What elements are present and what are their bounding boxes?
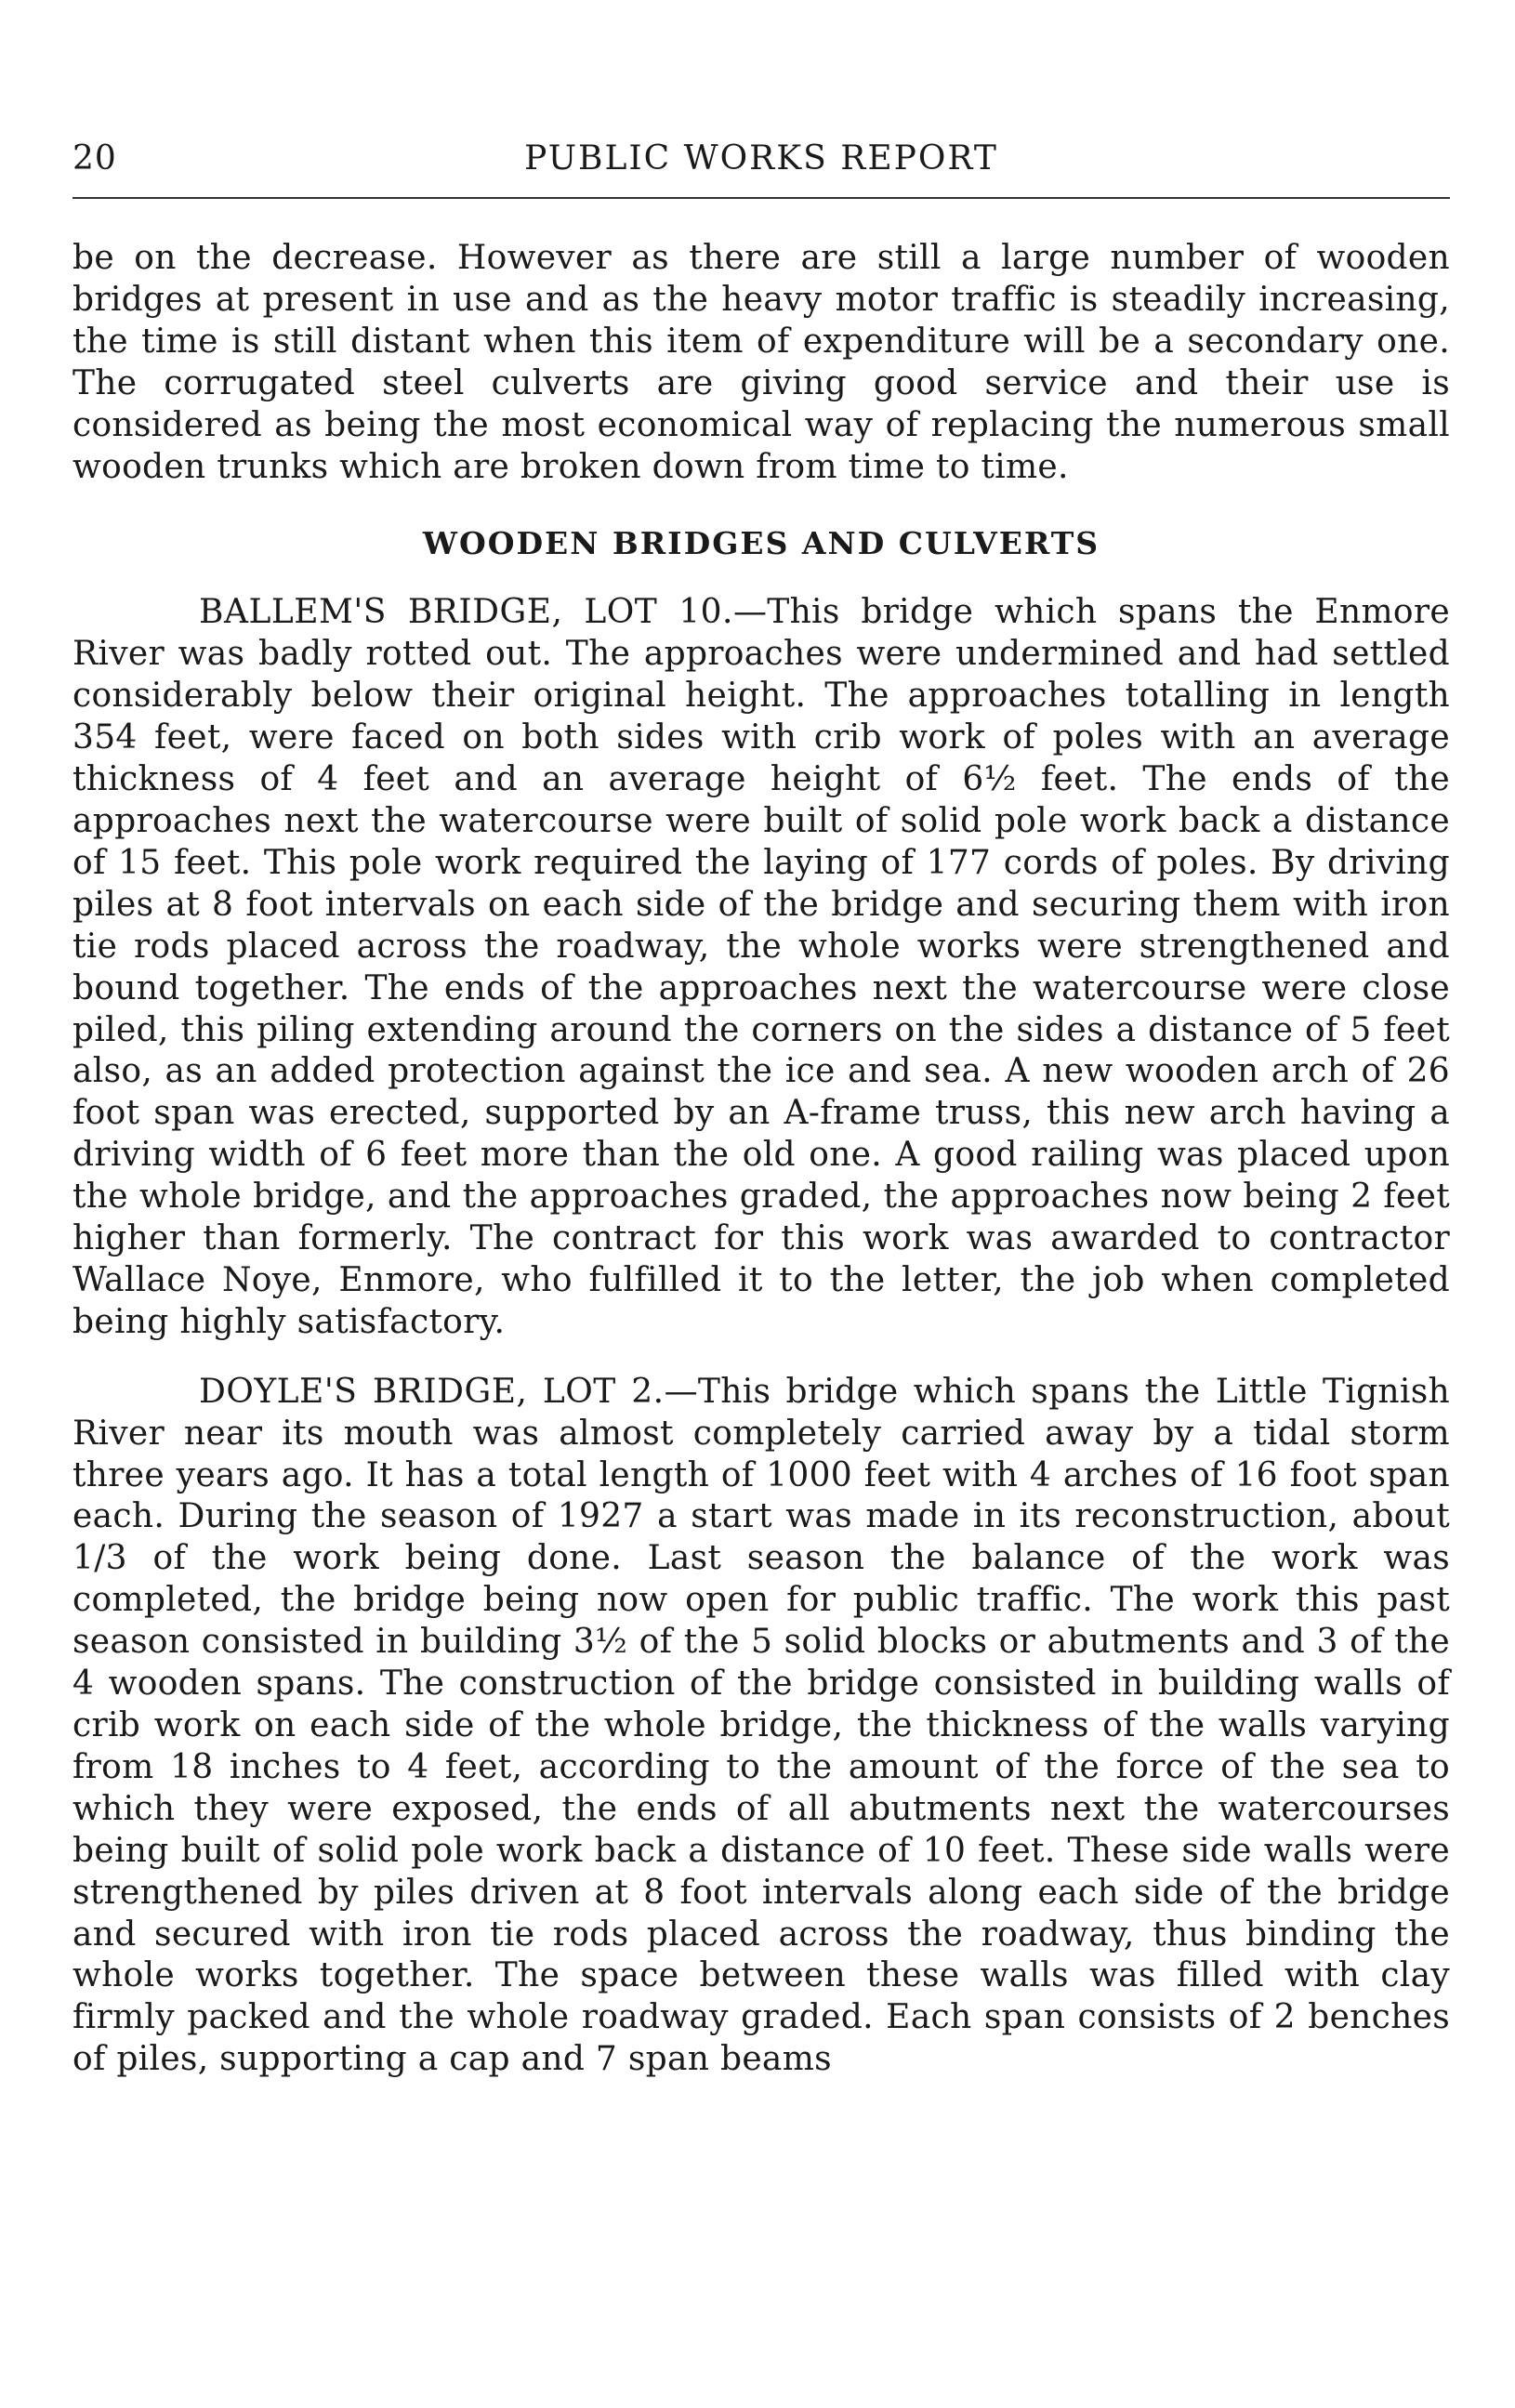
page-number: 20	[72, 139, 117, 178]
paragraph-lead: DOYLE'S BRIDGE, LOT 2.	[199, 1372, 665, 1411]
paragraph-text: —This bridge which spans the Little Tignish River near its mouth was almost completely carried away by a tidal storm three years ago. It has a total length of 1000 feet with 4 arches of 16 foot span each. During the season of 1927 a start was made in its reconstruction, about 1/3 of the work being done. Last season the balance of the work was completed, the bridge being now open for public traffic. The work this past season consisted in building 3½ of the 5 solid blocks or abutments and 3 of the 4 wooden spans. The construction of the bridge consisted in building walls of crib work on each side of the whole bridge, the thickness of the walls varying from 18 inches to 4 feet, according to the amount of the force of the sea to which they were exposed, the ends of all abutments next the watercourses being built of solid pole work back a distance of 10 feet. These side walls were strengthened by piles driven at 8 foot intervals along each side of the bridge and secured with iron tie rods placed across the roadway, thus binding the whole works together. The space between these walls was filled with clay firmly packed and the whole roadway graded. Each span consists of 2 benches of piles, supporting a cap and 7 span beams	[72, 1372, 1450, 2079]
paragraph-text: —This bridge which spans the Enmore River was badly rotted out. The approaches were undermined and had settled considerably below their original height. The approaches totalling in length 354 feet, were faced on both sides with crib work of poles with an average thickness of 4 feet and an average height of 6½ feet. The ends of the approaches next the watercourse were built of solid pole work back a distance of 15 feet. This pole work required the laying of 177 cords of poles. By driving piles at 8 foot intervals on each side of the bridge and securing them with iron tie rods placed across the roadway, the whole works were strengthened and bound together. The ends of the approaches next the watercourse were close piled, this piling extending around the corners on the sides a distance of 5 feet also, as an added protection against the ice and sea. A new wooden arch of 26 foot span was erected, supported by an A-frame truss, this new arch having a driving width of 6 feet more than the old one. A good railing was placed upon the whole bridge, and the approaches graded, the approaches now being 2 feet higher than formerly. The contract for this work was awarded to contractor Wallace Noye, Enmore, who fulfilled it to the letter, the job when completed being highly satisfactory.	[72, 593, 1450, 1341]
paragraph-continuation	[72, 238, 1450, 488]
running-title: PUBLIC WORKS REPORT	[524, 139, 998, 178]
body-text	[72, 238, 1450, 2081]
paragraph-ballems-bridge	[72, 592, 1450, 1343]
paragraph-doyles-bridge	[72, 1372, 1450, 2081]
paragraph-lead: BALLEM'S BRIDGE, LOT 10.	[199, 593, 733, 632]
header-rule	[72, 197, 1450, 199]
paragraph-text: be on the decrease. However as there are still a large number of wooden bridges at present in use and as the heavy motor traffic is steadily increasing, the time is still distant when this item of expenditure will be a secondary one. The corrugated steel culverts are giving good service and their use is considered as being the most economical way of replacing the numerous small wooden trunks which are broken down from time to time.	[72, 239, 1450, 486]
running-header	[72, 139, 1450, 186]
section-heading: WOODEN BRIDGES AND CULVERTS	[422, 525, 1100, 562]
